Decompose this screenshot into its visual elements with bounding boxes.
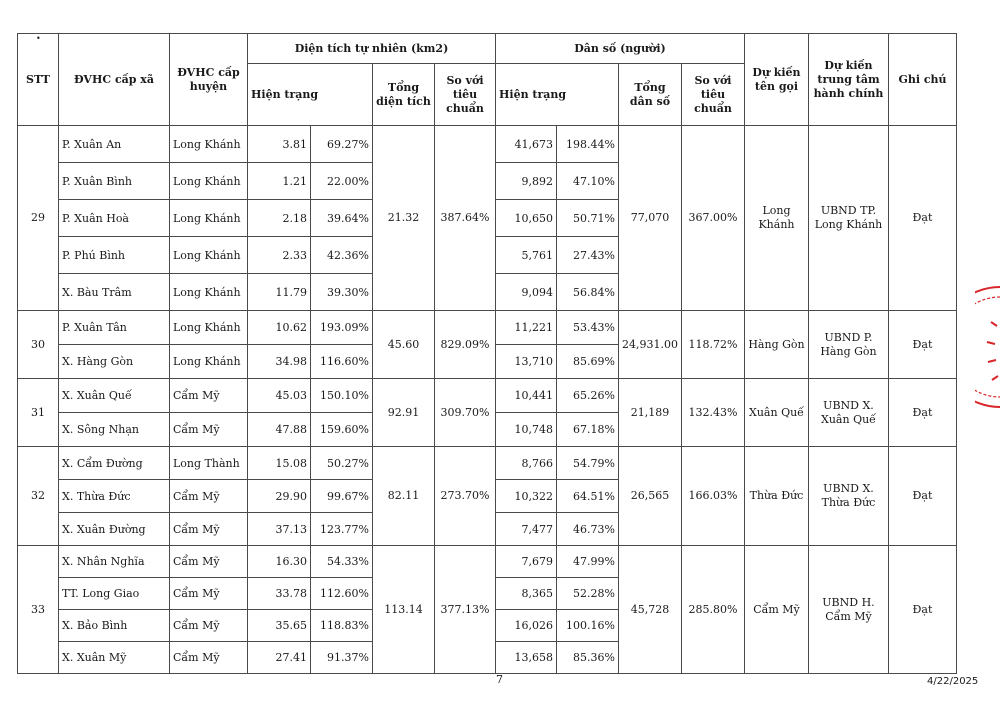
total-population: 24,931.00 [619,311,682,379]
total-area: 92.91 [373,379,435,447]
header-district: ĐVHC cấp huyện [170,34,248,126]
population-value: 16,026 [496,610,557,642]
population-value: 10,748 [496,413,557,447]
scan-mark: • [36,34,41,43]
area-value: 2.33 [248,237,311,274]
area-value: 29.90 [248,480,311,513]
red-seal-stamp [975,282,1000,412]
population-value: 5,761 [496,237,557,274]
commune-name: X. Hàng Gòn [59,345,170,379]
commune-name: X. Nhân Nghĩa [59,546,170,578]
proposed-name: Thừa Đức [744,447,808,546]
area-value: 45.03 [248,379,311,413]
area-value: 16.30 [248,546,311,578]
row-stt: 30 [18,311,59,379]
note: Đạt [888,311,956,379]
area-percent: 54.33% [311,546,373,578]
commune-name: X. Xuân Mỹ [59,642,170,674]
admin-center: UBND H. Cẩm Mỹ [808,546,888,674]
population-percent: 67.18% [557,413,619,447]
admin-center: UBND TP. Long Khánh [808,126,888,311]
area-value: 3.81 [248,126,311,163]
population-vs-standard: 166.03% [681,447,744,546]
row-stt: 33 [18,546,59,674]
area-vs-standard: 377.13% [435,546,496,674]
area-value: 34.98 [248,345,311,379]
admin-center: UBND X. Xuân Quế [808,379,888,447]
district-name: Cẩm Mỹ [170,413,248,447]
population-percent: 50.71% [557,200,619,237]
commune-name: TT. Long Giao [59,578,170,610]
area-value: 37.13 [248,513,311,546]
population-vs-standard: 285.80% [681,546,744,674]
area-vs-standard: 829.09% [435,311,496,379]
area-percent: 91.37% [311,642,373,674]
area-percent: 112.60% [311,578,373,610]
note: Đạt [888,546,956,674]
commune-name: X. Sông Nhạn [59,413,170,447]
population-value: 9,892 [496,163,557,200]
population-percent: 56.84% [557,274,619,311]
total-area: 21.32 [373,126,435,311]
commune-name: X. Xuân Đường [59,513,170,546]
proposed-name: Xuân Quế [744,379,808,447]
area-value: 10.62 [248,311,311,345]
proposed-name: Hàng Gòn [744,311,808,379]
district-name: Cẩm Mỹ [170,379,248,413]
area-value: 2.18 [248,200,311,237]
proposed-name: Cẩm Mỹ [744,546,808,674]
population-value: 11,221 [496,311,557,345]
district-name: Long Khánh [170,237,248,274]
district-name: Long Khánh [170,200,248,237]
print-date: 4/22/2025 [927,676,979,687]
area-percent: 123.77% [311,513,373,546]
population-value: 10,650 [496,200,557,237]
population-value: 8,766 [496,447,557,480]
table-row [18,311,957,345]
district-name: Long Khánh [170,126,248,163]
population-value: 13,710 [496,345,557,379]
population-vs-standard: 118.72% [681,311,744,379]
district-name: Cẩm Mỹ [170,513,248,546]
total-area: 82.11 [373,447,435,546]
area-value: 33.78 [248,578,311,610]
proposed-name: Long Khánh [744,126,808,311]
commune-name: X. Bàu Trâm [59,274,170,311]
area-percent: 42.36% [311,237,373,274]
population-percent: 85.69% [557,345,619,379]
table-row [18,379,957,413]
commune-name: X. Cẩm Đường [59,447,170,480]
area-value: 15.08 [248,447,311,480]
population-percent: 53.43% [557,311,619,345]
population-value: 7,679 [496,546,557,578]
area-percent: 50.27% [311,447,373,480]
district-name: Long Thành [170,447,248,480]
header-area-vs-standard: So với tiêu chuẩn [435,64,496,126]
commune-name: X. Xuân Quế [59,379,170,413]
area-vs-standard: 387.64% [435,126,496,311]
header-admin-center: Dự kiến trung tâm hành chính [808,34,888,126]
row-stt: 29 [18,126,59,311]
population-value: 13,658 [496,642,557,674]
area-value: 27.41 [248,642,311,674]
district-name: Cẩm Mỹ [170,546,248,578]
admin-center: UBND X. Thừa Đức [808,447,888,546]
district-name: Long Khánh [170,345,248,379]
population-percent: 46.73% [557,513,619,546]
district-name: Cẩm Mỹ [170,578,248,610]
population-percent: 85.36% [557,642,619,674]
district-name: Long Khánh [170,163,248,200]
area-percent: 69.27% [311,126,373,163]
population-percent: 47.99% [557,546,619,578]
area-value: 11.79 [248,274,311,311]
population-value: 8,365 [496,578,557,610]
district-name: Cẩm Mỹ [170,610,248,642]
district-name: Long Khánh [170,311,248,345]
district-name: Long Khánh [170,274,248,311]
header-total-pop: Tổng dân số [619,64,682,126]
commune-name: X. Thừa Đức [59,480,170,513]
note: Đạt [888,379,956,447]
population-value: 41,673 [496,126,557,163]
row-stt: 31 [18,379,59,447]
district-name: Cẩm Mỹ [170,480,248,513]
commune-name: P. Xuân Bình [59,163,170,200]
header-total-area: Tổng diện tích [373,64,435,126]
area-percent: 159.60% [311,413,373,447]
area-percent: 193.09% [311,311,373,345]
population-percent: 64.51% [557,480,619,513]
table-body [18,126,957,674]
area-value: 1.21 [248,163,311,200]
admin-center: UBND P. Hàng Gòn [808,311,888,379]
admin-unit-table [17,33,957,674]
population-vs-standard: 132.43% [681,379,744,447]
table-row [18,447,957,480]
total-population: 21,189 [619,379,682,447]
population-value: 9,094 [496,274,557,311]
header-stt: STT [18,34,59,126]
header-commune: ĐVHC cấp xã [59,34,170,126]
total-area: 113.14 [373,546,435,674]
area-percent: 116.60% [311,345,373,379]
commune-name: X. Bảo Bình [59,610,170,642]
area-vs-standard: 309.70% [435,379,496,447]
table-row [18,126,957,163]
header-area-current: Hiện trạng [248,64,373,126]
commune-name: P. Xuân Hoà [59,200,170,237]
population-percent: 100.16% [557,610,619,642]
population-percent: 65.26% [557,379,619,413]
page-number: 7 [496,673,503,686]
population-percent: 52.28% [557,578,619,610]
population-percent: 27.43% [557,237,619,274]
population-value: 10,441 [496,379,557,413]
area-percent: 150.10% [311,379,373,413]
area-value: 35.65 [248,610,311,642]
table-header [18,34,957,126]
total-population: 77,070 [619,126,682,311]
note: Đạt [888,447,956,546]
area-value: 47.88 [248,413,311,447]
area-vs-standard: 273.70% [435,447,496,546]
area-percent: 39.30% [311,274,373,311]
district-name: Cẩm Mỹ [170,642,248,674]
header-pop-vs-standard: So với tiêu chuẩn [681,64,744,126]
commune-name: P. Xuân An [59,126,170,163]
area-percent: 118.83% [311,610,373,642]
population-value: 7,477 [496,513,557,546]
header-area: Diện tích tự nhiên (km2) [248,34,496,64]
total-population: 45,728 [619,546,682,674]
commune-name: P. Phú Bình [59,237,170,274]
header-note: Ghi chú [888,34,956,126]
commune-name: P. Xuân Tân [59,311,170,345]
header-pop-current: Hiện trạng [496,64,619,126]
header-population: Dân số (người) [496,34,745,64]
population-percent: 54.79% [557,447,619,480]
total-population: 26,565 [619,447,682,546]
population-percent: 47.10% [557,163,619,200]
area-percent: 22.00% [311,163,373,200]
population-percent: 198.44% [557,126,619,163]
total-area: 45.60 [373,311,435,379]
population-vs-standard: 367.00% [681,126,744,311]
header-proposed-name: Dự kiến tên gọi [744,34,808,126]
area-percent: 39.64% [311,200,373,237]
area-percent: 99.67% [311,480,373,513]
population-value: 10,322 [496,480,557,513]
row-stt: 32 [18,447,59,546]
note: Đạt [888,126,956,311]
table-row [18,546,957,578]
